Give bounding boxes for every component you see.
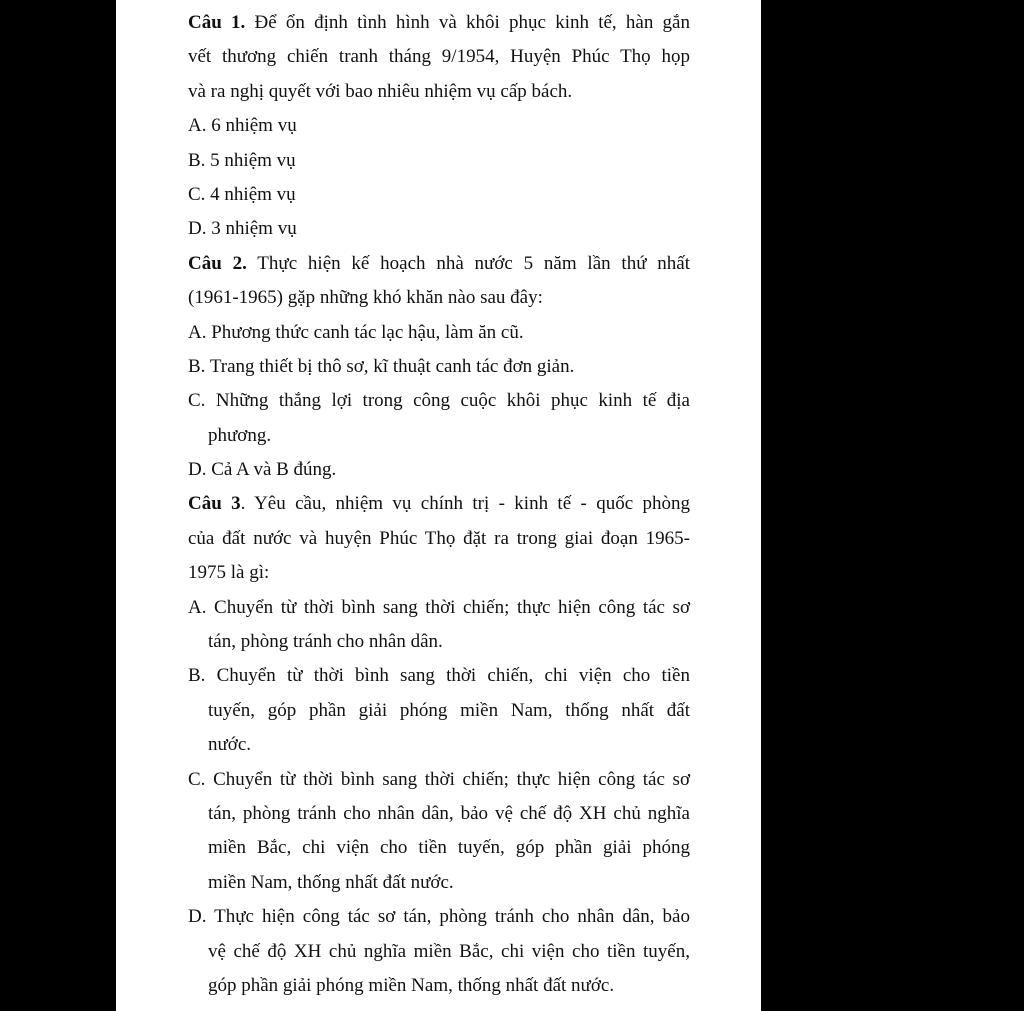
question-stem-line: Câu 1. Để ổn định tình hình và khôi phục kinh tế, hàn gắn [188, 12, 690, 33]
question-label: Câu 3 [188, 493, 241, 515]
answer-option-b: B. Trang thiết bị thô sơ, kĩ thuật canh tác đơn giản. [188, 355, 575, 377]
question-label: Câu 2. [188, 252, 247, 274]
question-1 [188, 6, 690, 247]
question-stem-line: Câu 3. Yêu cầu, nhiệm vụ chính trị - kinh tế - quốc phòng [188, 493, 690, 515]
question-stem-line: của đất nước và huyện Phúc Thọ đặt ra trong giai đoạn 1965- [188, 527, 690, 549]
answer-option-b: B. Chuyển từ thời bình sang thời chiến, chi viện cho tiền tuyến, góp phần giải phóng miền Nam, thống nhất đất nước. [188, 665, 690, 756]
question-stem-line: Câu 2. Thực hiện kế hoạch nhà nước 5 năm lần thứ nhất [188, 252, 690, 274]
document-page [116, 0, 761, 1011]
question-stem-line: 1975 là gì: [188, 562, 270, 584]
question-label: Câu 1. [188, 12, 246, 33]
answer-option-d: D. 3 nhiệm vụ [188, 218, 297, 240]
question-3 [188, 487, 690, 1003]
answer-option-a: A. Phương thức canh tác lạc hậu, làm ăn cũ. [188, 321, 524, 343]
question-stem-line: (1961-1965) gặp những khó khăn nào sau đây: [188, 287, 543, 309]
question-2 [188, 247, 690, 488]
answer-option-a: A. 6 nhiệm vụ [188, 115, 297, 137]
answer-option-d: D. Cả A và B đúng. [188, 459, 337, 481]
answer-option-a: A. Chuyển từ thời bình sang thời chiến; thực hiện công tác sơ tán, phòng tránh cho nhân dân. [188, 596, 690, 653]
answer-option-c: C. 4 nhiệm vụ [188, 183, 296, 205]
question-stem-line: và ra nghị quyết với bao nhiêu nhiệm vụ cấp bách. [188, 80, 573, 102]
answer-option-c: C. Chuyển từ thời bình sang thời chiến; thực hiện công tác sơ tán, phòng tránh cho nhân dân, bảo vệ chế độ XH chủ nghĩa miền Bắc, chi viện cho tiền tuyến, góp phần giải phóng miền Nam, thống nhất đất nước. [188, 768, 690, 893]
question-stem-line: vết thương chiến tranh tháng 9/1954, Huyện Phúc Thọ họp [188, 46, 690, 68]
answer-option-b: B. 5 nhiệm vụ [188, 149, 296, 171]
question-list [188, 6, 690, 1003]
answer-option-d: D. Thực hiện công tác sơ tán, phòng tránh cho nhân dân, bảo vệ chế độ XH chủ nghĩa miền Bắc, chi viện cho tiền tuyến, góp phần giải phóng miền Nam, thống nhất đất nước. [188, 906, 690, 996]
answer-option-c: C. Những thắng lợi trong công cuộc khôi phục kinh tế địa phương. [188, 390, 690, 446]
